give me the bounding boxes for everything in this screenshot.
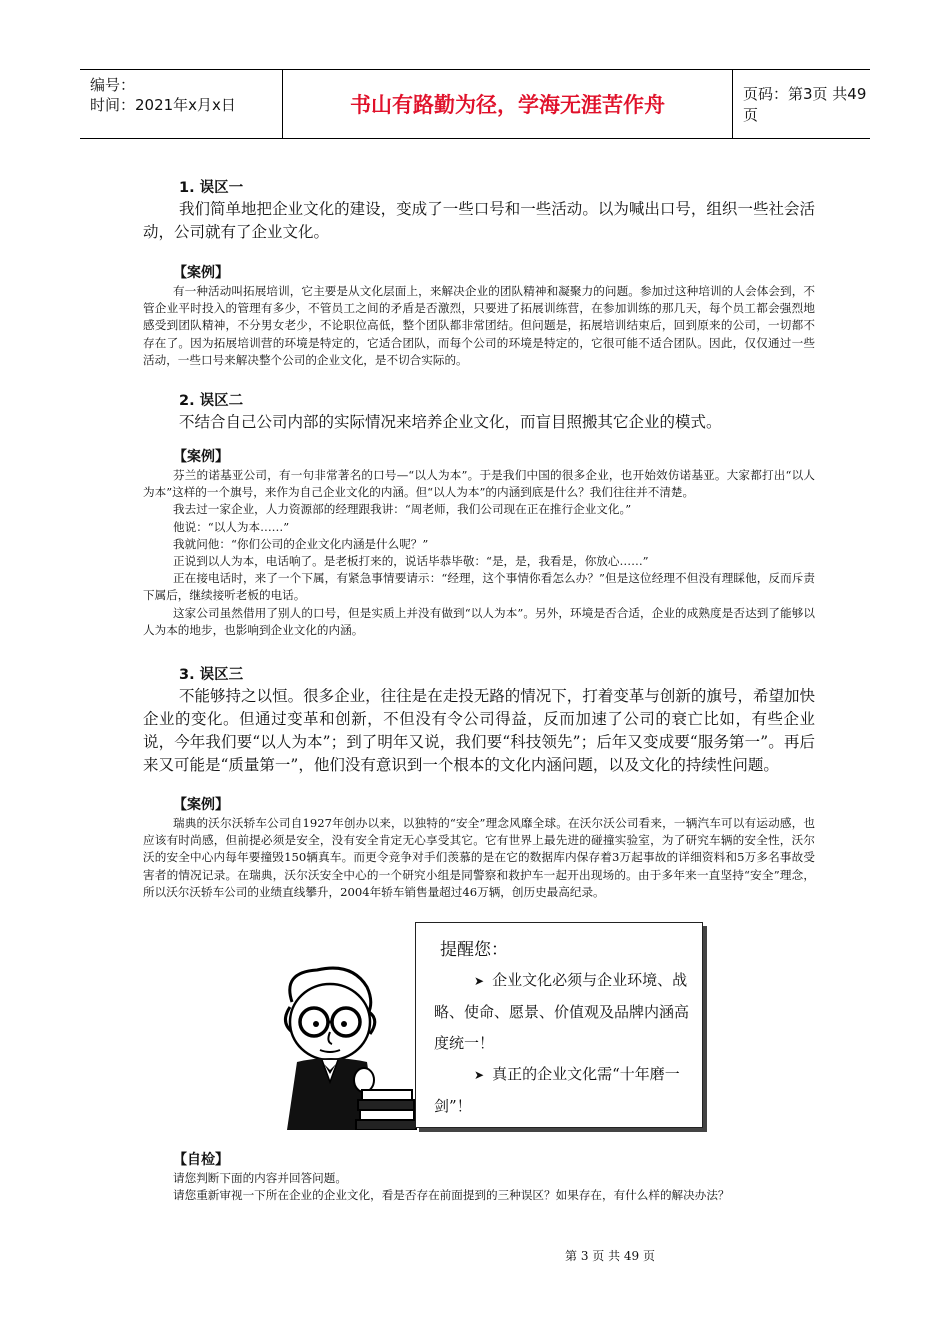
cartoon-professor-icon [272,962,422,1130]
section-body: 不能够持之以恒。很多企业，往往是在走投无路的情况下，打着变革与创新的旗号，希望加快企业的变化。但通过变革和创新，不但没有令公司得益，反而加速了公司的衰亡比如，有些企业说，今年我们要“以人为本”；到了明年又说，我们要“科技领先”；后年又变成要“服务第一”。再后来又可能是“质量第一”，他们没有意识到一个根本的文化内涵问题，以及文化的持续性问题。 [143,687,815,774]
case-paragraph: 这家公司虽然借用了别人的口号，但是实质上并没有做到“以人为本”。另外，环境是否合适，企业的成熟度是否达到了能够以人为本的地步，也影响到企业文化的内涵。 [143,605,815,637]
self-check [143,1150,815,1204]
case-label: 【案例】 [173,797,229,813]
arrow-bullet-icon: ➤ [474,1068,485,1082]
case-paragraph: 正说到以人为本，电话响了。是老板打来的，说话毕恭毕敬：“是，是，我看是，你放心……” [173,554,649,569]
reminder-item [434,965,694,1059]
reminder-title: 提醒您： [440,940,508,960]
time-label: 时间：2021年x月x日 [90,96,236,114]
section-2 [143,391,815,639]
case-paragraph: 有一种活动叫拓展培训，它主要是从文化层面上，来解决企业的团队精神和凝聚力的问题。参加过这种培训的人会体会到，不管企业平时投入的管理有多少，不管员工之间的矛盾是否激烈，只要进了拓展训练营，在参加训练的那几天，每个员工都会强烈地感受到团队精神，不分男女老少，不论职位高低，整个团队都非常团结。但问题是，拓展培训结束后，回到原来的公司，一切都不存在了。因为拓展培训营的环境是特定的，它适合团队，而每个公司的环境是特定的，它很可能不适合团队。因此，仅仅通过一些活动，一些口号来解决整个公司的企业文化，是不切合实际的。 [143,284,815,367]
section-title: 1. 误区一 [179,180,244,196]
case-paragraph: 我就问他：“你们公司的企业文化内涵是什么呢？” [173,536,429,551]
header-motto: 书山有路勤为径，学海无涯苦作舟 [283,70,733,138]
reminder-box [415,922,703,1128]
case-paragraph: 芬兰的诺基亚公司，有一句非常著名的口号—“以人为本”。于是我们中国的很多企业，也开始效仿诺基亚。大家都打出“以人为本”这样的一个旗号，来作为自己企业文化的内涵。但“以人为本”的内涵到底是什么？我们往往并不清楚。 [143,468,815,500]
number-label: 编号： [90,76,136,94]
arrow-bullet-icon: ➤ [474,974,485,988]
page-footer: 第 3 页 共 49 页 [565,1249,655,1263]
case-paragraph: 瑞典的沃尔沃轿车公司自1927年创办以来，以独特的“安全”理念风靡全球。在沃尔沃公司看来，一辆汽车可以有运动感，也应该有时尚感，但前提必须是安全，没有安全肯定无心享受其它。它有世界上最先进的碰撞实验室，为了研究车辆的安全性，沃尔沃的安全中心内每年要撞毁150辆真车。而更令竞争对手们羡慕的是在它的数据库内保存着3万起事故的详细资料和5万多名事故受害者的情况记录。在瑞典，沃尔沃安全中心的一个研究小组是同警察和救护车一起开出现场的。由于多年来一直坚持“安全”理念，所以沃尔沃轿车公司的业绩直线攀升，2004年轿车销售量超过46万辆，创历史最高纪录。 [143,816,815,899]
section-1 [143,178,815,369]
section-title: 2. 误区二 [179,393,244,409]
case-paragraph: 正在接电话时，来了一个下属，有紧急事情要请示：“经理，这个事情你看怎么办？”但是这位经理不但没有理睬他，反而斥责下属后，继续接听老板的电话。 [143,571,815,603]
case-paragraph: 我去过一家企业，人力资源部的经理跟我讲：“周老师，我们公司现在正在推行企业文化。” [173,502,632,517]
case-label: 【案例】 [173,265,229,281]
section-body: 不结合自己公司内部的实际情况来培养企业文化，而盲目照搬其它企业的模式。 [179,413,722,431]
self-check-line: 请您判断下面的内容并回答问题。 [173,1171,347,1185]
case-label: 【案例】 [173,449,229,465]
case-paragraph: 他说：“以人为本……” [173,519,290,534]
header-page-info: 页码：第3页 共49页 [743,85,867,124]
reminder-item-text: 真正的企业文化需“十年磨一剑”！ [434,1065,680,1115]
section-3 [143,665,815,901]
header-meta [80,70,283,138]
professor-illustration [272,962,422,1130]
section-body: 我们简单地把企业文化的建设，变成了一些口号和一些活动。以为喊出口号，组织一些社会活动，公司就有了企业文化。 [143,200,815,241]
reminder-item-text: 企业文化必须与企业环境、战略、使命、愿景、价值观及品牌内涵高度统一！ [434,971,690,1052]
reminder-items [434,965,694,1122]
page-header [80,69,870,139]
section-title: 3. 误区三 [179,667,244,683]
self-check-label: 【自检】 [173,1152,229,1168]
reminder-item [434,1059,694,1122]
self-check-line: 请您重新审视一下所在企业的企业文化，看是否存在前面提到的三种误区？如果存在，有什么样的解决办法？ [173,1188,730,1203]
